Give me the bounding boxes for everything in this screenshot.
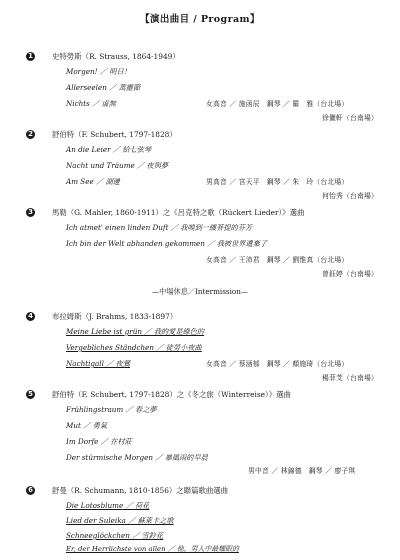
song-title: An die Leier ／ 給七弦琴 xyxy=(66,145,152,154)
page-title: 【演出曲目 / Program】 xyxy=(140,14,260,25)
performer-line: 男高音 ／ 宮天平 鋼琴 ／ 朱 玲（台北場） xyxy=(206,178,349,186)
section-number: 2 xyxy=(26,130,35,139)
performer-line: 女高音 ／ 蔡涵郁 鋼琴 ／ 顏施琦（台北場） xyxy=(206,360,349,368)
song-title: Die Lotosblume ／ 荷花 xyxy=(66,501,150,510)
song-title: Frühlingstraum ／ 春之夢 xyxy=(66,405,157,414)
song-title: Lied der Suleika ／ 蘇萊卡之歌 xyxy=(66,516,174,525)
song-title: Nichts ／ 虛無 xyxy=(66,99,116,108)
performer-line: 女高音 ／ 施函辰 鋼琴 ／ 羅 雅（台北場） xyxy=(206,100,349,108)
composer-heading: 舒曼（R. Schumann, 1810-1856）之聯篇歌曲選曲 xyxy=(52,486,229,495)
song-title: Am See ／ 湖邊 xyxy=(66,177,120,186)
song-title: Meine Liebe ist grün ／ 我的愛是綠色的 xyxy=(66,327,205,336)
song-title: Im Dorfe ／ 在村莊 xyxy=(66,437,132,446)
song-title: Ich atmet' einen linden Duft ／ 我嗅到一縷菩提的芬芳 xyxy=(66,223,253,232)
performer-line: 楊菲芠（台南場） xyxy=(322,374,378,382)
section-number: 4 xyxy=(26,312,35,321)
section-number: 3 xyxy=(26,208,35,217)
composer-heading: 史特勞斯（R. Strauss, 1864-1949） xyxy=(52,52,180,61)
composer-heading: 舒伯特（F. Schubert, 1797-1828） xyxy=(52,130,177,139)
song-title: Ich bin der Welt abhanden gekommen ／ 我被世界遺棄了 xyxy=(66,239,268,248)
composer-heading: 馬勒（G. Mahler, 1860-1911）之《呂克特之歌（Rückert Lieder）》選曲 xyxy=(52,208,305,217)
performer-line: 男中音 ／ 林錦德 鋼琴 ／ 廖子琪 xyxy=(248,467,356,475)
performer-line: 何怡秀（台南場） xyxy=(322,192,378,200)
song-title: Morgen! ／ 明日！ xyxy=(66,67,131,76)
song-title: Er, der Herrlichste von allen ／ 他，男人中最耀眼的 xyxy=(66,545,239,553)
song-title: Allerseelen ／ 萬靈節 xyxy=(66,83,141,92)
composer-heading: 舒伯特（F. Schubert, 1797-1828）之《冬之旅（Winterreise）》選曲 xyxy=(52,390,291,399)
section-number: 5 xyxy=(26,390,35,399)
performer-line: 曾鈺婷（台南場） xyxy=(322,270,378,278)
performer-line: 徐儷軒（台南場） xyxy=(322,114,378,122)
section-number: 6 xyxy=(26,486,35,495)
song-title: Vergebliches Ständchen ／ 徒勞小夜曲 xyxy=(66,343,202,352)
song-title: Nacht und Träume ／ 夜與夢 xyxy=(66,161,169,170)
section-number: 1 xyxy=(26,52,35,61)
song-title: Der stürmische Morgen ／ 暴風雨的早晨 xyxy=(66,453,208,462)
song-title: Mut ／ 勇氣 xyxy=(66,421,108,430)
composer-heading: 布拉姆斯（J. Brahms, 1833-1897） xyxy=(52,312,178,321)
performer-line: 女高音 ／ 王沛君 鋼琴 ／ 劉惟真（台北場） xyxy=(206,256,349,264)
song-title: Schneeglöckchen ／ 雪鈴花 xyxy=(66,531,164,540)
song-title: Nachtigall ／ 夜鶯 xyxy=(66,359,131,368)
intermission-divider: —中場休息／Intermission— xyxy=(151,287,249,296)
